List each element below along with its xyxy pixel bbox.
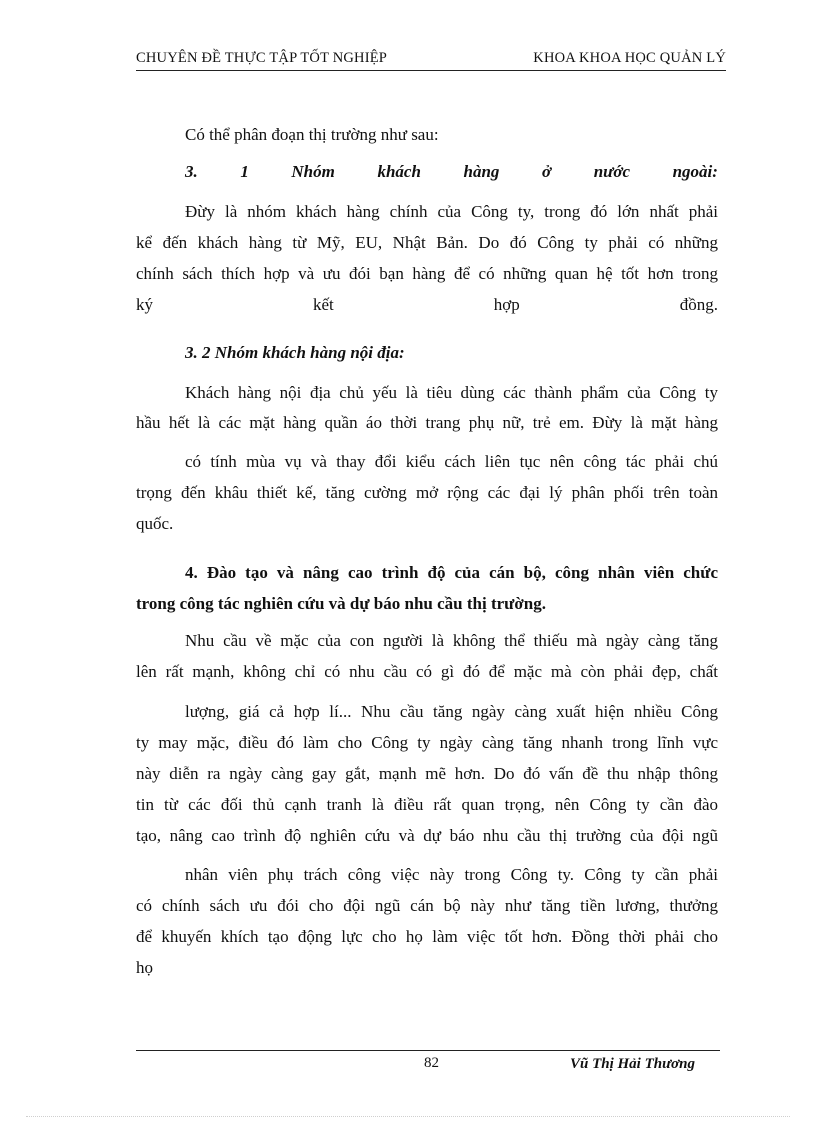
page-number: 82: [424, 1055, 439, 1071]
paragraph-line: trọng đến khâu thiết kế, tăng cường mở rộng các đại lý phân phối trên toàn: [136, 483, 718, 502]
heading-3-1-word: nước: [593, 162, 631, 181]
heading-3-2: 3. 2 Nhóm khách hàng nội địa:: [185, 343, 405, 362]
footer-author: Vũ Thị Hải Thương: [570, 1056, 695, 1072]
heading-3-1-word: 1: [240, 162, 249, 181]
paragraph-line: ty may mặc, điều đó làm cho Công ty ngày càng tăng nhanh trong lĩnh vực: [136, 733, 718, 752]
paragraph-line: lượng, giá cả hợp lí... Nhu cầu tăng ngày càng xuất hiện nhiều Công: [185, 702, 718, 721]
paragraph-line: hầu hết là các mặt hàng quần áo thời trang phụ nữ, trẻ em. Đừy là mặt hàng: [136, 413, 718, 432]
paragraph-line-spread: [136, 295, 718, 315]
spread-word: đồng.: [679, 295, 718, 314]
paragraph-line: Đừy là nhóm khách hàng chính của Công ty, trong đó lớn nhất phải: [185, 202, 718, 221]
paragraph-line: Khách hàng nội địa chủ yếu là tiêu dùng các thành phẩm của Công ty: [185, 383, 718, 402]
paragraph-line: nhân viên phụ trách công việc này trong Công ty. Công ty cần phải: [185, 865, 718, 884]
paragraph-line: họ: [136, 958, 153, 977]
spread-word: kết: [312, 295, 334, 314]
heading-4: trong công tác nghiên cứu và dự báo nhu cầu thị trường.: [136, 594, 546, 613]
page-header: [136, 48, 726, 71]
heading-3-1-word: Nhóm: [291, 162, 335, 181]
intro-line: Có thể phân đoạn thị trường như sau:: [185, 125, 439, 144]
heading-3-1-word: 3.: [185, 162, 198, 181]
spread-word: hợp: [493, 295, 520, 314]
paragraph-line: lên rất mạnh, không chỉ có nhu cầu có gì đó để mặc mà còn phải đẹp, chất: [136, 662, 718, 681]
paragraph-line: có tính mùa vụ và thay đổi kiểu cách liên tục nên công tác phải chú: [185, 452, 718, 471]
footer-rule: [136, 1050, 720, 1051]
header-left-title: CHUYÊN ĐỀ THỰC TẬP TỐT NGHIỆP: [136, 50, 388, 66]
paragraph-line: quốc.: [136, 514, 174, 533]
page-edge-dotted-line: [26, 1116, 790, 1117]
paragraph-line: có chính sách ưu đói cho đội ngũ cán bộ này như tăng tiền lương, thưởng: [136, 896, 718, 915]
paragraph-line: này diễn ra ngày càng gay gắt, mạnh mẽ hơn. Do đó vấn đề thu nhập thông: [136, 764, 718, 783]
paragraph-line: kể đến khách hàng từ Mỹ, EU, Nhật Bản. Do đó Công ty phải có những: [136, 233, 718, 252]
heading-3-1-word: ngoài:: [672, 162, 718, 181]
paragraph-line: Nhu cầu về mặc của con người là không thể thiếu mà ngày càng tăng: [185, 631, 718, 650]
heading-4: 4. Đào tạo và nâng cao trình độ của cán bộ, công nhân viên chức: [185, 563, 718, 582]
spread-word: ký: [136, 295, 153, 314]
heading-3-1-word: khách: [377, 162, 421, 181]
paragraph-line: tin từ các đối thủ cạnh tranh là điều rất quan trọng, nên Công ty cần đào: [136, 795, 718, 814]
header-right-title: KHOA KHOA HỌC QUẢN LÝ: [533, 50, 726, 66]
heading-3-1: [185, 162, 718, 182]
heading-3-1-word: hàng: [463, 162, 500, 181]
paragraph-line: tạo, nâng cao trình độ nghiên cứu và dự báo nhu cầu thị trường của đội ngũ: [136, 826, 718, 845]
paragraph-line: để khuyến khích tạo động lực cho họ làm việc tốt hơn. Đồng thời phải cho: [136, 927, 718, 946]
paragraph-line: chính sách thích hợp và ưu đói bạn hàng để có những quan hệ tốt hơn trong: [136, 264, 718, 283]
heading-3-1-word: ở: [542, 162, 552, 181]
